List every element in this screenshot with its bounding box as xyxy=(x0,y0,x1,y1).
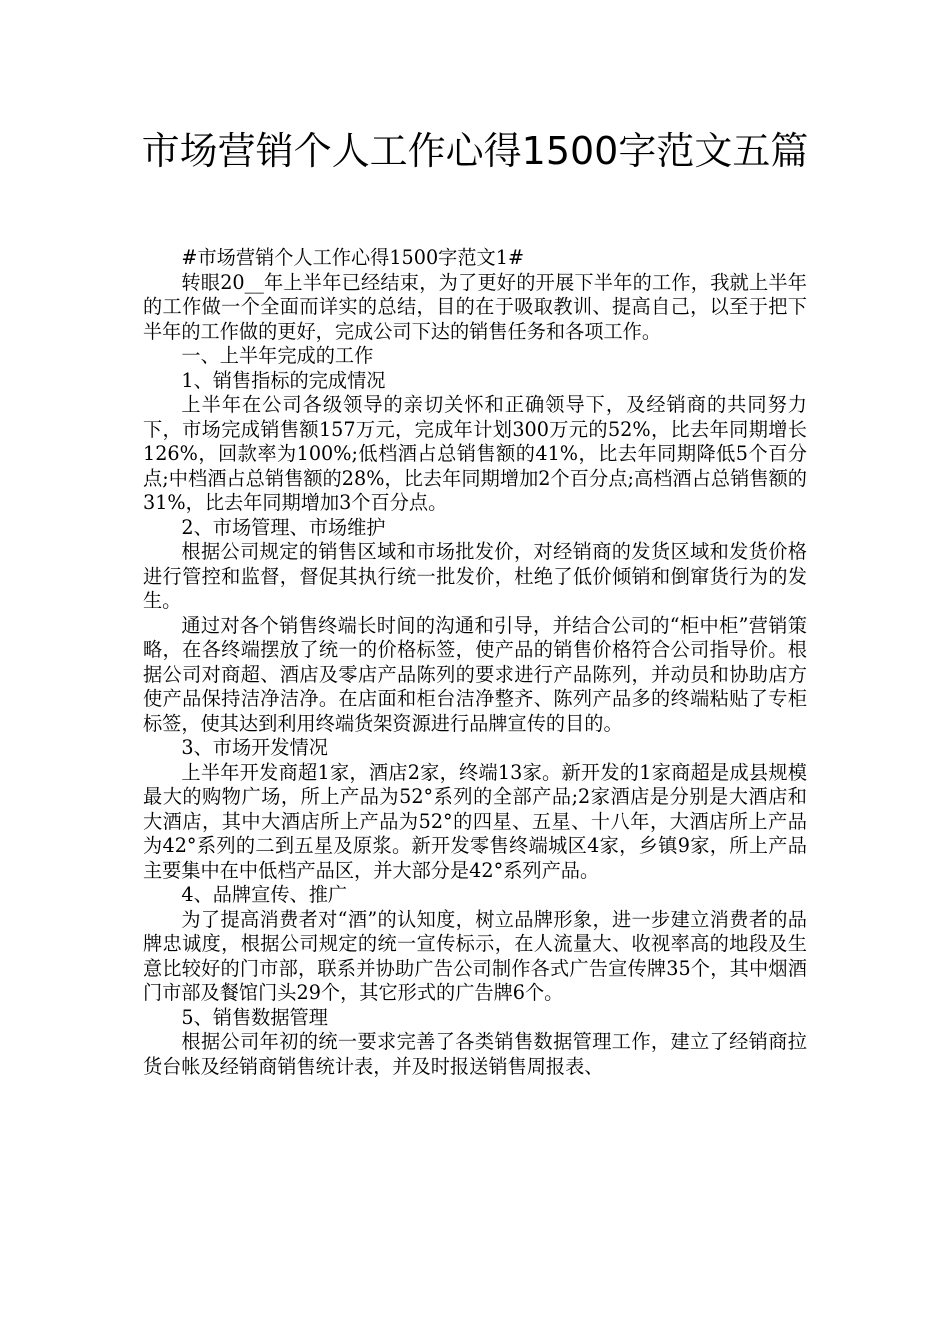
section-heading: #市场营销个人工作心得1500字范文1# xyxy=(181,246,525,269)
body-paragraph: 上半年在公司各级领导的亲切关怀和正确领导下，及经销商的共同努力下，市场完成销售额157万元，完成年计划300万元的52%，比去年同期增长126%，回款率为100%;低档酒占总销售额的41%，比去年同期降低5个百分点;中档酒占总销售额的28%，比去年同期增加2个百分点;高档酒占总销售额的31%，比去年同期增加3个百分点。 xyxy=(143,393,807,514)
body-paragraph: 根据公司年初的统一要求完善了各类销售数据管理工作，建立了经销商拉货台帐及经销商销售统计表，并及时报送销售周报表、 xyxy=(143,1030,807,1078)
body-paragraph: 转眼20__年上半年已经结束，为了更好的开展下半年的工作，我就上半年的工作做一个全面而详实的总结，目的在于吸取教训、提高自己，以至于把下半年的工作做的更好，完成公司下达的销售任务和各项工作。 xyxy=(143,270,807,343)
document-title: 市场营销个人工作心得1500字范文五篇 xyxy=(141,129,809,173)
document-body xyxy=(143,246,807,1079)
body-paragraph: 为了提高消费者对“酒”的认知度，树立品牌形象，进一步建立消费者的品牌忠诚度，根据公司规定的统一宣传标示，在人流量大、收视率高的地段及生意比较好的门市部，联系并协助广告公司制作各式广告宣传牌35个，其中烟酒门市部及餐馆门头29个，其它形式的广告牌6个。 xyxy=(143,907,807,1004)
body-paragraph: 上半年开发商超1家，酒店2家，终端13家。新开发的1家商超是成县规模最大的购物广场，所上产品为52°系列的全部产品;2家酒店是分别是大酒店和大酒店，其中大酒店所上产品为52°的四星、五星、十八年，大酒店所上产品为42°系列的二到五星及原浆。新开发零售终端城区4家，乡镇9家，所上产品主要集中在中低档产品区，并大部分是42°系列产品。 xyxy=(143,760,807,882)
body-paragraph: 通过对各个销售终端长时间的沟通和引导，并结合公司的“柜中柜”营销策略，在各终端摆放了统一的价格标签，使产品的销售价格符合公司指导价。根据公司对商超、酒店及零店产品陈列的要求进行产品陈列，并动员和协助店方使产品保持洁净洁净。在店面和柜台洁净整齐、陈列产品多的终端粘贴了专柜标签，使其达到利用终端货架资源进行品牌宣传的目的。 xyxy=(143,613,807,735)
section-heading: 一、上半年完成的工作 xyxy=(181,344,374,367)
subsection-heading: 5、销售数据管理 xyxy=(181,1005,328,1029)
subsection-heading: 4、品牌宣传、推广 xyxy=(181,883,348,906)
subsection-heading: 3、市场开发情况 xyxy=(181,736,328,759)
subsection-heading: 1、销售指标的完成情况 xyxy=(181,368,386,392)
body-paragraph: 根据公司规定的销售区域和市场批发价，对经销商的发货区域和发货价格进行管控和监督，督促其执行统一批发价，杜绝了低价倾销和倒窜货行为的发生。 xyxy=(143,540,807,612)
subsection-heading: 2、市场管理、市场维护 xyxy=(181,515,386,539)
